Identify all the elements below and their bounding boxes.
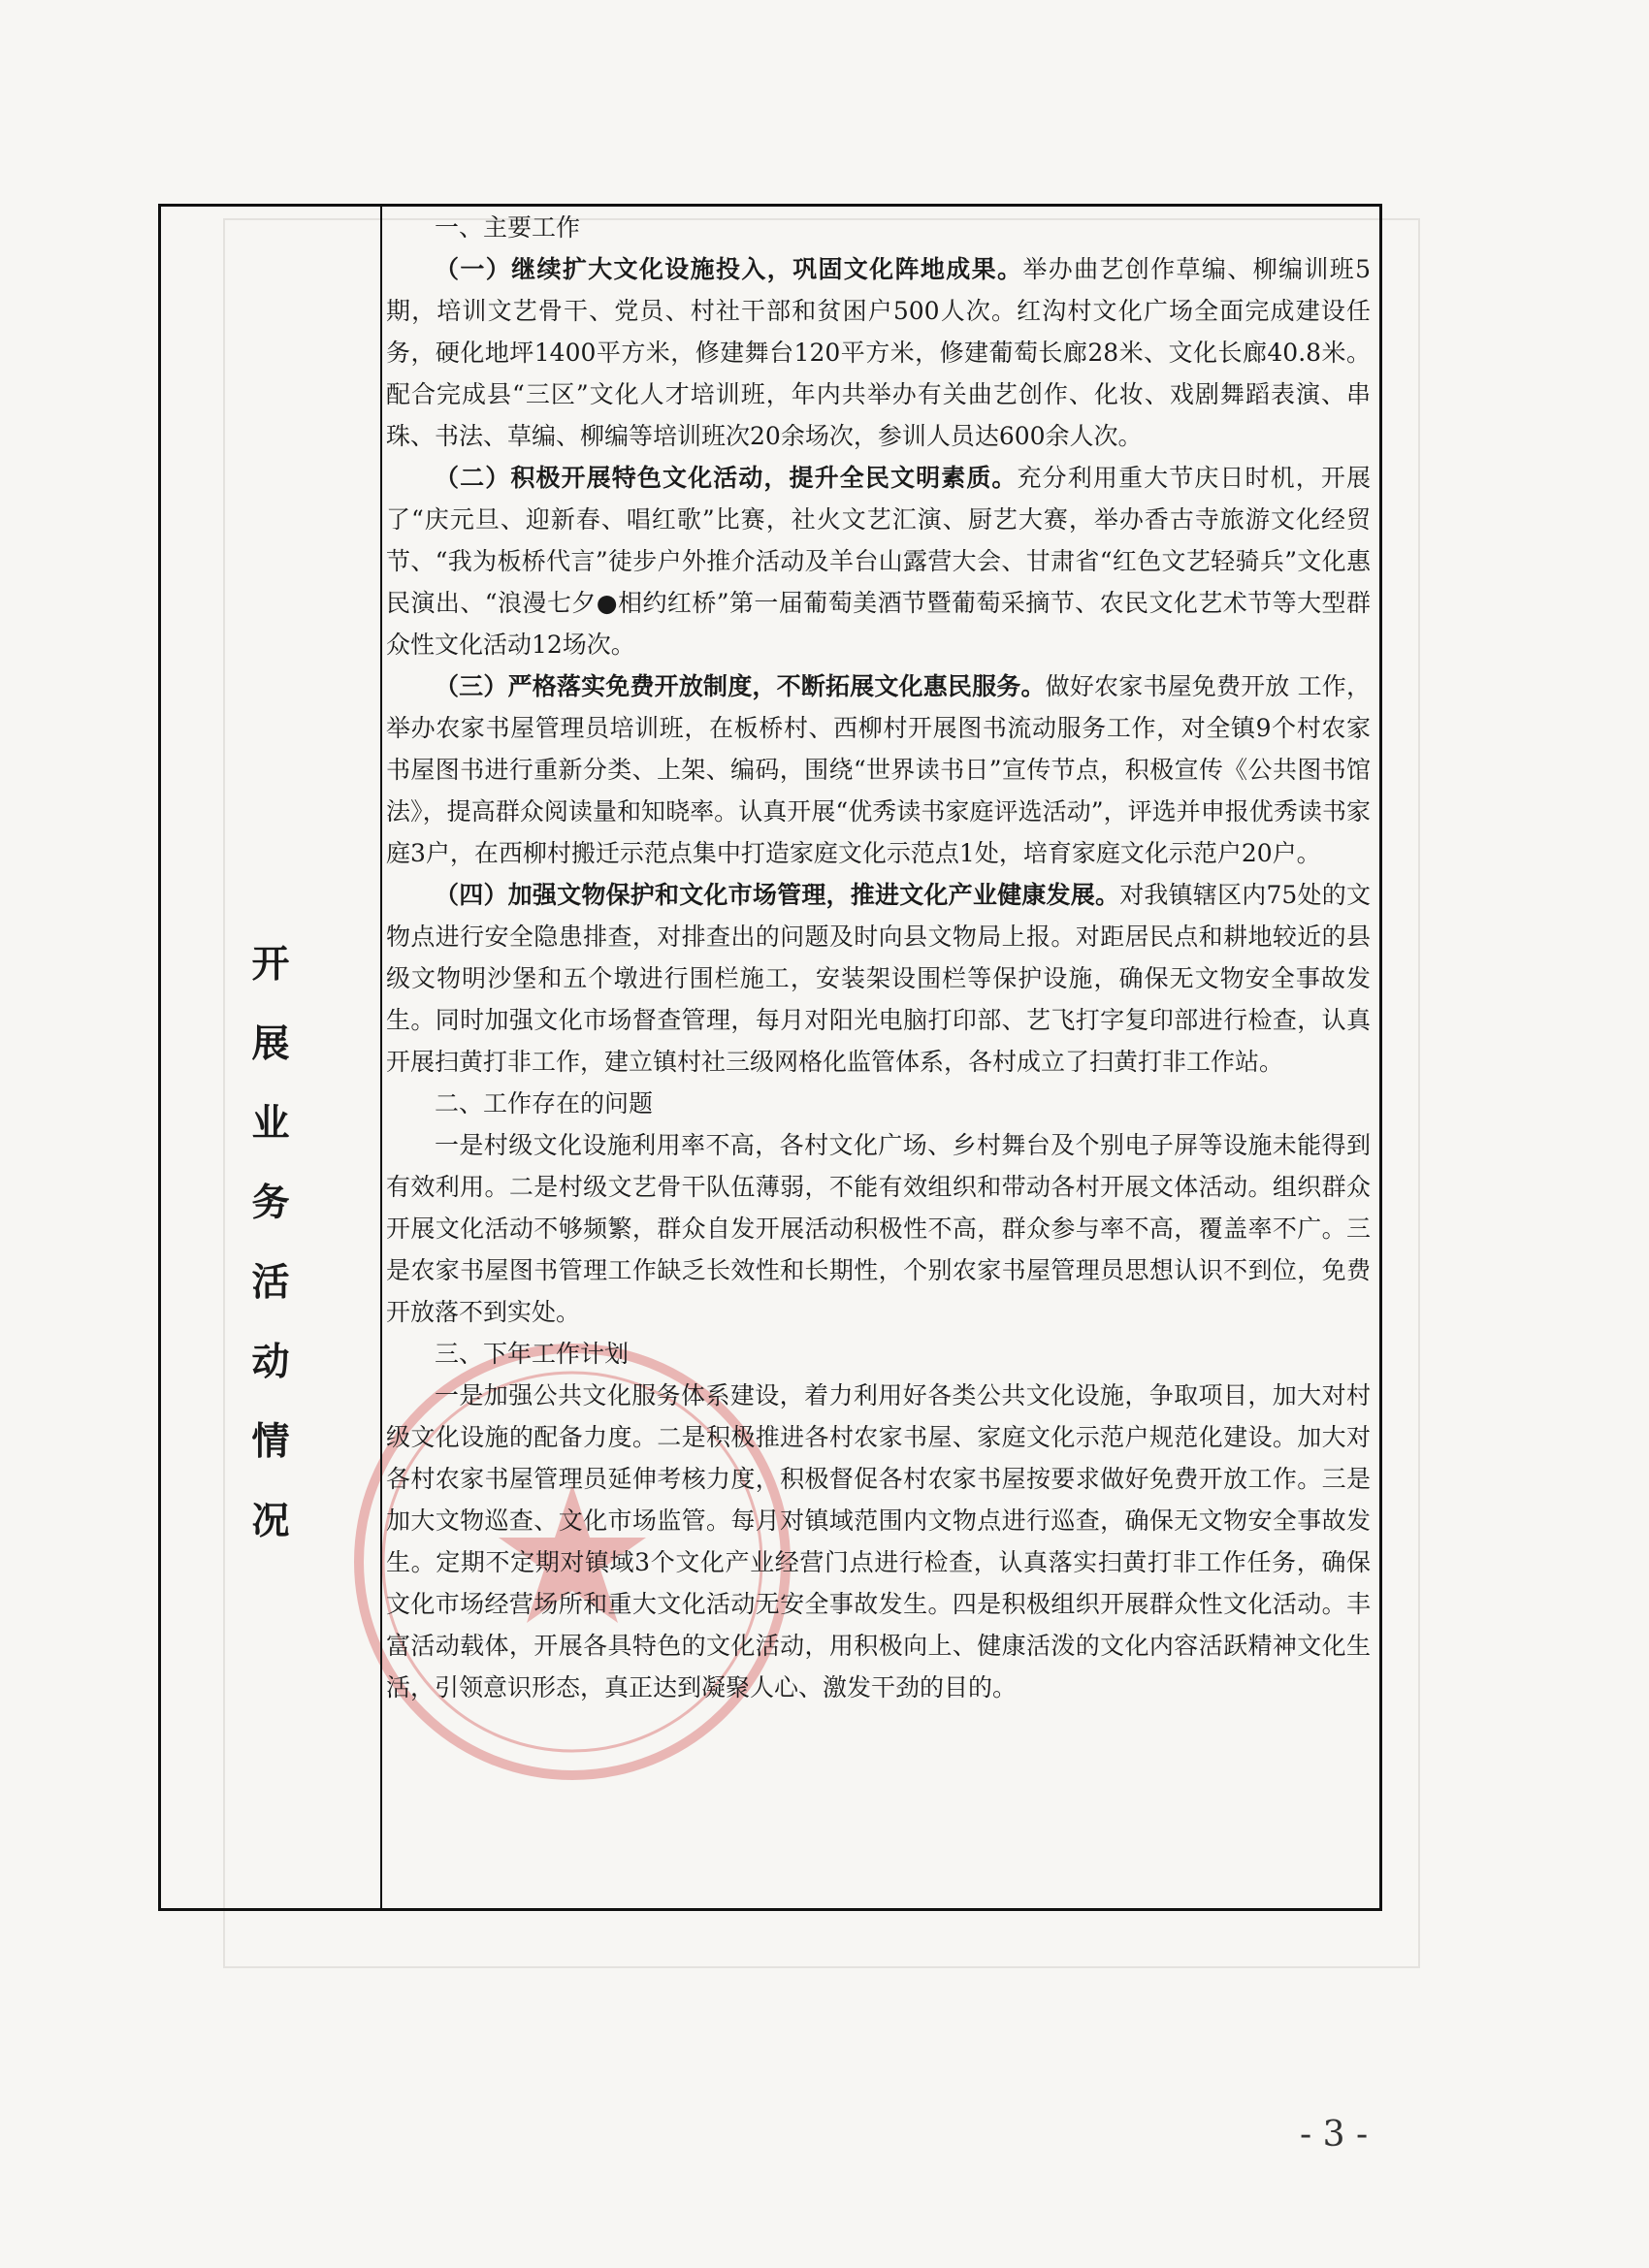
label-char: 务	[251, 1181, 290, 1225]
label-char: 展	[251, 1021, 290, 1066]
paragraph-text: 充分利用重大节庆日时机，开展了“庆元旦、迎新春、唱红歌”比赛，社火文艺汇演、厨艺大赛，举办香古寺旅游文化经贸节、“我为板桥代言”徒步户外推介活动及羊台山露营大会、甘肃省“红色文艺轻骑兵”文化惠民演出、“浪漫七夕●相约红桥”第一届葡萄美酒节暨葡萄采摘节、农民文化艺术节等大型群众性文化活动12场次。	[386, 464, 1371, 659]
paragraph-facilities	[386, 248, 1371, 457]
column-divider	[380, 207, 382, 1908]
paragraph-relics	[386, 874, 1371, 1083]
label-char: 动	[251, 1340, 290, 1384]
paragraph-text: 做好农家书屋免费开放 工作，举办农家书屋管理员培训班，在板桥村、西柳村开展图书流动服务工作，对全镇9个村农家书屋图书进行重新分类、上架、编码，围绕“世界读书日”宣传节点，积极宣传《公共图书馆法》，提高群众阅读量和知晓率。认真开展“优秀读书家庭评选活动”，评选并申报优秀读书家庭3户，在西柳村搬迁示范点集中打造家庭文化示范点1处，培育家庭文化示范户20户。	[386, 672, 1371, 867]
label-char: 况	[251, 1499, 290, 1543]
paragraph-lead: （二）积极开展特色文化活动，提升全民文明素质。	[435, 464, 1018, 492]
label-char: 情	[251, 1419, 290, 1464]
section-heading-problems: 二、工作存在的问题	[435, 1089, 654, 1118]
label-char: 业	[251, 1101, 290, 1146]
page-number: - 3 -	[1300, 2115, 1369, 2155]
paragraph-free-opening	[386, 665, 1371, 874]
paragraph-text: 举办曲艺创作草编、柳编训班5期，培训文艺骨干、党员、村社干部和贫困户500人次。红沟村文化广场全面完成建设任务，硬化地坪1400平方米，修建舞台120平方米，修建葡萄长廊28米、文化长廊40.8米。配合完成县“三区”文化人才培训班，年内共举办有关曲艺创作、化妆、戏剧舞蹈表演、串珠、书法、草编、柳编等培训班次20余场次，参训人员达600余人次。	[386, 255, 1371, 450]
activity-table	[158, 204, 1382, 1911]
label-char: 活	[251, 1260, 290, 1305]
row-label-activity-status	[161, 924, 380, 1561]
paragraph-activities	[386, 457, 1371, 665]
paragraph-lead: （一）继续扩大文化设施投入，巩固文化阵地成果。	[435, 255, 1023, 283]
label-char: 开	[251, 942, 290, 987]
paragraph-lead: （三）严格落实免费开放制度，不断拓展文化惠民服务。	[435, 672, 1046, 700]
paragraph-next-plan: 一是加强公共文化服务体系建设，着力利用好各类公共文化设施，争取项目，加大对村级文化设施的配备力度。二是积极推进各村农家书屋、家庭文化示范户规范化建设。加大对各村农家书屋管理员延伸考核力度，积极督促各村农家书屋按要求做好免费开放工作。三是加大文物巡查、文化市场监管。每月对镇域范围内文物点进行巡查，确保无文物安全事故发生。定期不定期对镇域3个文化产业经营门点进行检查，认真落实扫黄打非工作任务，确保文化市场经营场所和重大文化活动无安全事故发生。四是积极组织开展群众性文化活动。丰富活动载体，开展各具特色的文化活动，用积极向上、健康活泼的文化内容活跃精神文化生活，引领意识形态，真正达到凝聚人心、激发干劲的目的。	[386, 1381, 1371, 1701]
paragraph-text: 对我镇辖区内75处的文物点进行安全隐患排查，对排查出的问题及时向县文物局上报。对距居民点和耕地较近的县级文物明沙堡和五个墩进行围栏施工，安装架设围栏等保护设施，确保无文物安全事故发生。同时加强文化市场督查管理，每月对阳光电脑打印部、艺飞打字复印部进行检查，认真开展扫黄打非工作，建立镇村社三级网格化监管体系，各村成立了扫黄打非工作站。	[386, 881, 1371, 1076]
content-cell	[386, 207, 1371, 1708]
section-heading-main-work: 一、主要工作	[435, 213, 581, 242]
paragraph-problems: 一是村级文化设施利用率不高，各村文化广场、乡村舞台及个别电子屏等设施未能得到有效利用。二是村级文艺骨干队伍薄弱，不能有效组织和带动各村开展文体活动。组织群众开展文化活动不够频繁，群众自发开展活动积极性不高，群众参与率不高，覆盖率不广。三是农家书屋图书管理工作缺乏长效性和长期性，个别农家书屋管理员思想认识不到位，免费开放落不到实处。	[386, 1131, 1371, 1326]
paragraph-lead: （四）加强文物保护和文化市场管理，推进文化产业健康发展。	[435, 881, 1120, 909]
section-heading-next-plan: 三、下年工作计划	[435, 1340, 630, 1368]
